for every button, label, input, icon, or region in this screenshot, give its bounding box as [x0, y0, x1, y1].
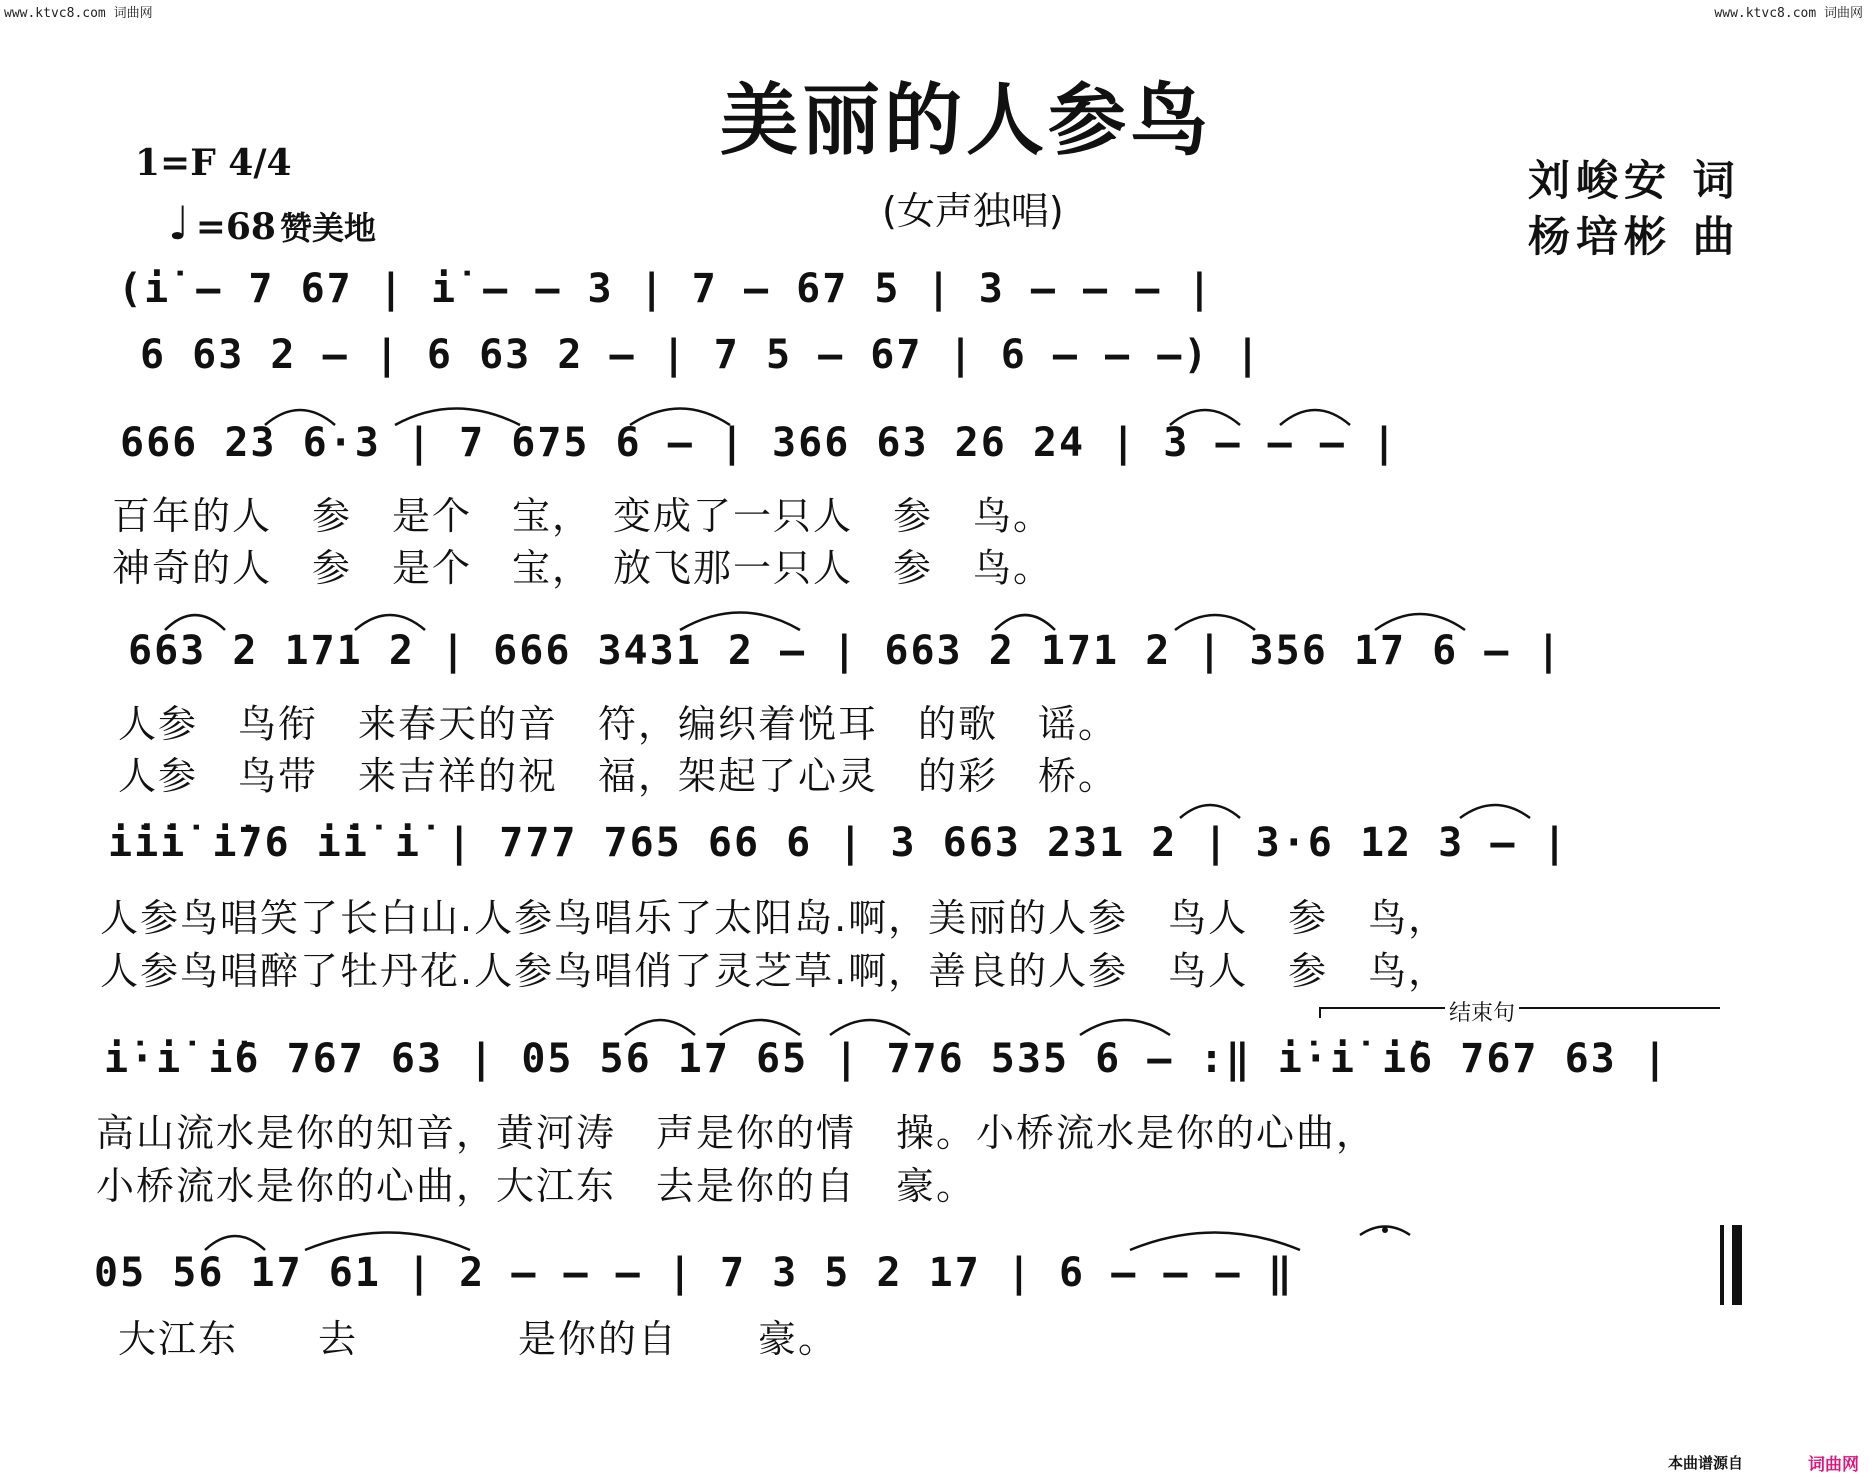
final-barline-thin [1720, 1225, 1724, 1305]
lyric-line-3-verse-1: 百年的人 参 是个 宝， 变成了一只人 参 鸟。 [112, 494, 1054, 538]
score-line-1: (i̇ — 7 67 | i̇ — — 3 | 7 — 67 5 | 3 — — — | [118, 266, 1214, 312]
slur [1080, 1020, 1170, 1035]
footer-source: 本曲谱源自 [1668, 1454, 1744, 1472]
score-line-7: 05 56 17 61 | 2 — — — | 7 3 5 2 17 | 6 — — — ‖ [94, 1250, 1294, 1296]
slur [205, 1236, 265, 1250]
key-meter: 1=F 4/4 [135, 142, 292, 184]
slur [1130, 1233, 1300, 1251]
slur [1180, 805, 1240, 818]
lyric-line-4-verse-2: 人参 鸟带 来吉祥的祝 福，架起了心灵 的彩 桥。 [118, 754, 1119, 798]
watermark-left: www.ktvc8.com 词曲网 [4, 6, 153, 21]
tempo-value: =68 [195, 206, 276, 248]
footer-site-logo: 词曲网 [1808, 1455, 1859, 1475]
score-line-6: i̇·i̇ i̇6 767 63 | 05 56 17 65 | 776 535 6 — :‖ i̇·i̇ i̇6 767 63 | [104, 1036, 1669, 1082]
score-line-4: 663 2 171 2 | 666 3431 2 — | 663 2 171 2 | 356 17 6 — | [128, 628, 1563, 674]
quarter-note-icon: ♩ [168, 196, 190, 250]
slur [830, 1020, 910, 1035]
slur [1460, 805, 1530, 818]
composer-credit: 杨培彬 曲 [1528, 212, 1741, 261]
final-barline-thick [1732, 1225, 1742, 1305]
slur [305, 1233, 470, 1251]
lyric-line-5-verse-2: 人参鸟唱醉了牡丹花.人参鸟唱俏了灵芝草.啊，善良的人参 鸟人 参 鸟， [100, 949, 1449, 993]
song-subtitle: (女声独唱) [882, 189, 1064, 233]
ending-bracket [1320, 1008, 1720, 1018]
lyric-line-7-verse-1: 大江东 去 是你的自 豪。 [118, 1317, 839, 1361]
lyric-line-6-verse-2: 小桥流水是你的心曲，大江东 去是你的自 豪。 [96, 1164, 977, 1208]
lyric-line-4-verse-1: 人参 鸟衔 来春天的音 符，编织着悦耳 的歌 谣。 [118, 702, 1119, 746]
lyric-line-6-verse-1: 高山流水是你的知音，黄河涛 声是你的情 操。小桥流水是你的心曲， [96, 1111, 1377, 1155]
lyricist-credit: 刘峻安 词 [1528, 156, 1741, 205]
tempo-expression: 赞美地 [279, 209, 376, 247]
slur [720, 1020, 800, 1035]
score-line-2: 6 63 2 — | 6 63 2 — | 7 5 — 67 | 6 — — —) | [140, 332, 1262, 378]
lyric-line-3-verse-2: 神奇的人 参 是个 宝， 放飞那一只人 参 鸟。 [112, 546, 1054, 590]
score-line-3: 666 23 6·3 | 7 675 6 — | 366 63 26 24 | 3 — — — | [120, 420, 1399, 466]
slur [625, 1020, 695, 1035]
lyric-line-5-verse-1: 人参鸟唱笑了长白山.人参鸟唱乐了太阳岛.啊，美丽的人参 鸟人 参 鸟， [100, 896, 1449, 940]
ending-label: 结束句 [1445, 996, 1519, 1027]
song-title: 美丽的人参鸟 [720, 76, 1213, 166]
fermata-dot [1382, 1227, 1388, 1233]
score-line-5: i̇i̇i̇ i̇76 i̇i̇ i̇ | 777 765 66 6 | 3 663 231 2 | 3·6 12 3 — | [108, 820, 1569, 866]
watermark-right: www.ktvc8.com 词曲网 [1714, 6, 1863, 21]
